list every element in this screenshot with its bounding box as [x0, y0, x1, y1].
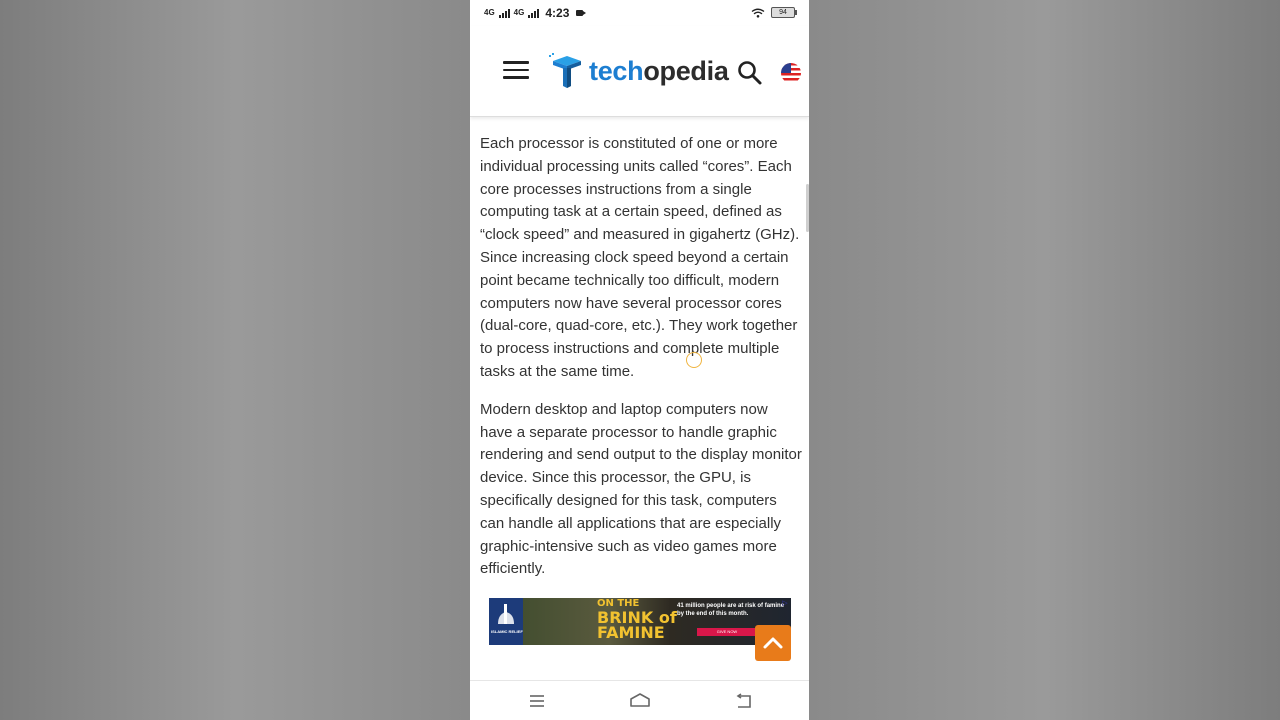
ad-org-logo	[489, 598, 523, 645]
chevron-up-icon	[755, 625, 791, 661]
site-logo[interactable]	[549, 53, 729, 89]
screen-record-icon	[576, 10, 583, 16]
techopedia-logo-icon	[549, 53, 585, 89]
ad-choices-icon[interactable]: ▷	[782, 600, 788, 607]
network-type-1: 4G	[484, 8, 495, 17]
signal-icon	[528, 9, 539, 18]
site-header	[470, 26, 809, 117]
ad-org-name: ISLAMIC RELIEF	[491, 629, 523, 634]
hamburger-menu-icon[interactable]	[503, 61, 529, 81]
us-flag-icon[interactable]	[781, 63, 801, 83]
back-icon[interactable]	[733, 691, 755, 711]
mosque-icon	[489, 598, 523, 628]
video-background-left	[0, 0, 470, 720]
logo-text-tech: tech	[589, 55, 644, 86]
recent-apps-icon[interactable]	[526, 691, 548, 711]
phone-screen	[470, 0, 809, 720]
battery-icon	[771, 7, 795, 18]
logo-text-opedia: opedia	[643, 55, 729, 86]
scrollbar[interactable]	[806, 184, 809, 232]
wifi-icon	[751, 8, 765, 18]
home-icon[interactable]	[629, 691, 651, 711]
paragraph-cores: Each processor is constituted of one or more individual processing units called “cores”. Each core processes instructions from a single computing task at a certain speed, defined as “clock speed” and measured in gigahertz (GHz). Since increasing clock speed beyond a certain point became technically too difficult, modern computers now have several processor cores (dual-core, quad-core, etc.). They work together to process instructions and complete multiple tasks at the same time.	[480, 135, 800, 380]
video-background-right	[809, 0, 1280, 720]
ad-headline-small: ON THE	[597, 598, 640, 609]
article-body	[480, 96, 802, 596]
clock: 4:23	[545, 6, 570, 20]
ad-headline	[597, 598, 677, 640]
logo-wordmark	[589, 56, 729, 87]
paragraph-gpu: Modern desktop and laptop computers now have a separate processor to handle graphic rendering and send output to the display monitor device. Since this processor, the GPU, is specifically designed for this task, computers can handle all applications that are especially graphic-intensive such as video games more efficiently.	[480, 400, 802, 578]
status-bar	[470, 0, 809, 26]
signal-icon	[499, 9, 510, 18]
battery-level: 94	[779, 9, 787, 16]
network-type-2: 4G	[513, 8, 525, 17]
ad-cta-button[interactable]: GIVE NOW	[697, 628, 757, 636]
ad-headline-line1: BRINK of	[597, 608, 677, 627]
system-nav-bar	[470, 680, 809, 720]
search-icon[interactable]	[737, 60, 763, 86]
advertisement-banner[interactable]	[489, 598, 791, 645]
ad-subtext: 41 million people are at risk of famine by the end of this month.	[677, 603, 785, 617]
touch-indicator	[686, 352, 702, 368]
ad-headline-line2: FAMINE	[597, 623, 665, 642]
back-to-top-button[interactable]	[755, 625, 791, 661]
